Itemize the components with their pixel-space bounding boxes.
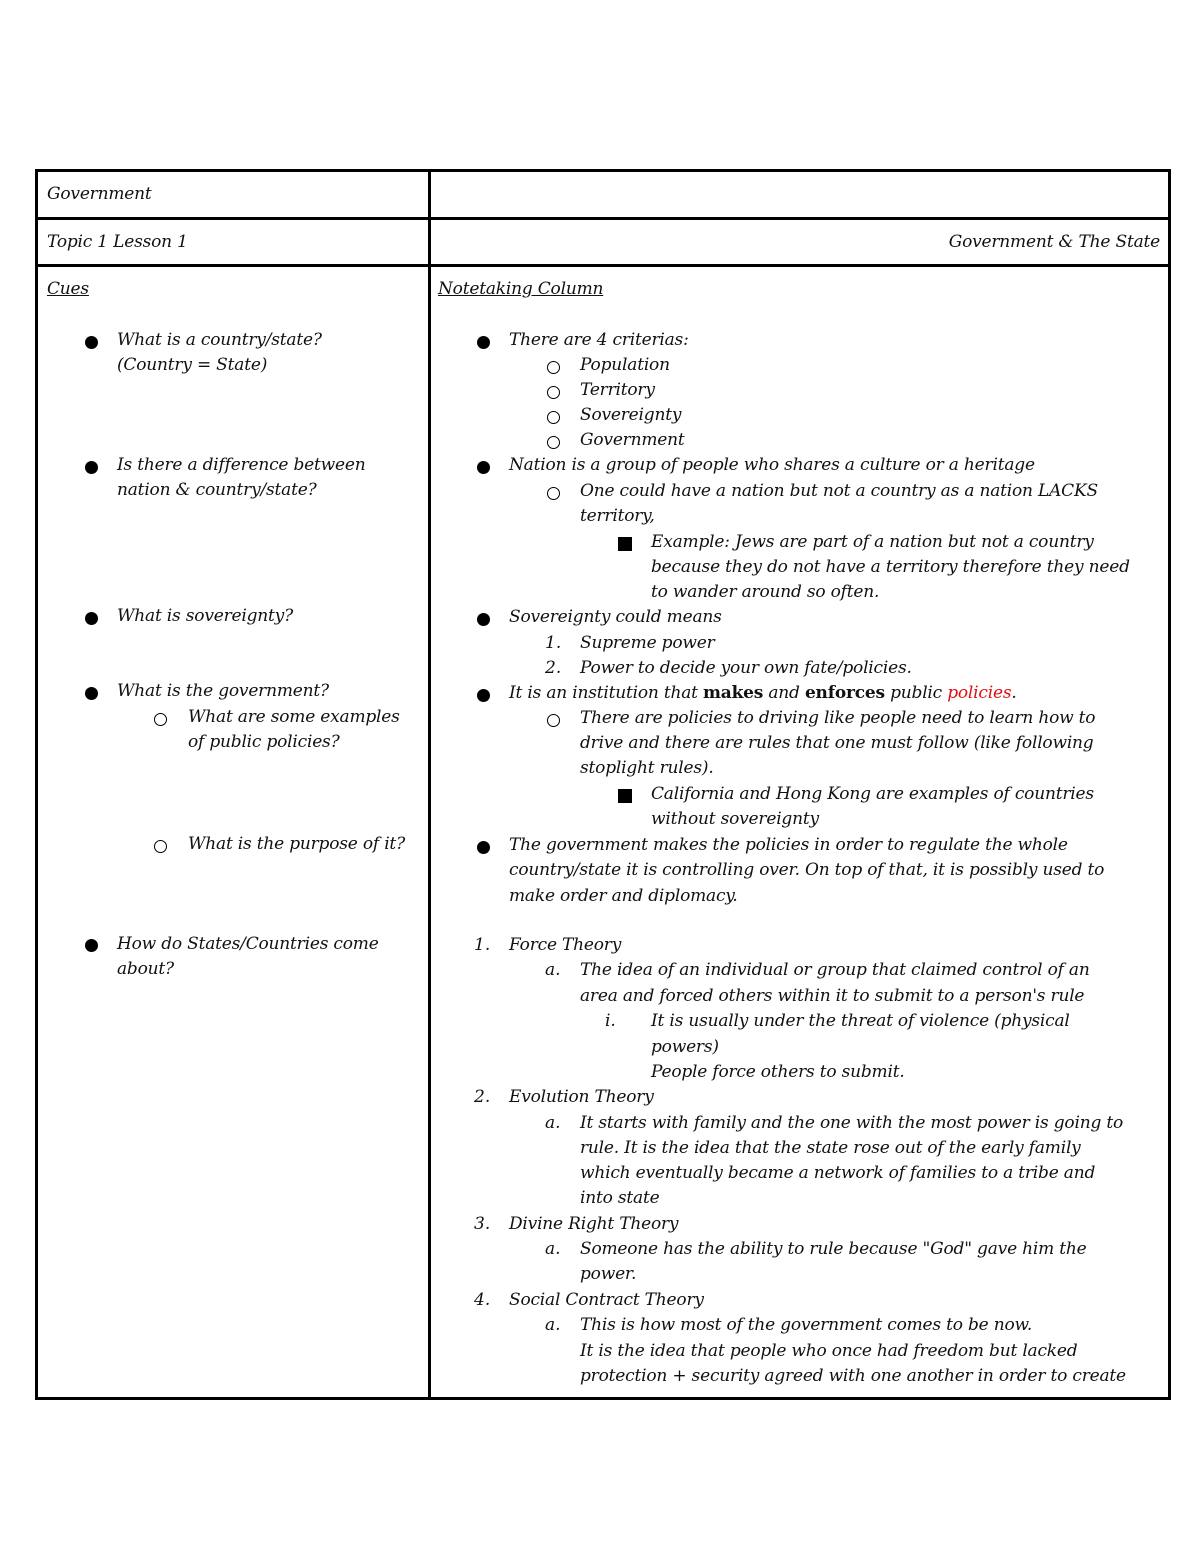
note-text: It is the idea that people who once had freedom but lacked [580,1341,1078,1361]
bullet-hollow-icon [547,487,560,500]
note-text: territory, [580,506,655,526]
note-text: Sovereignty [580,405,682,425]
note-text: make order and diplomacy. [509,886,738,906]
notes-heading: Notetaking Column [438,279,604,299]
bullet-filled-icon [477,336,490,349]
note-text: area and forced others within it to submit to a person's rule [580,986,1085,1006]
note-text: Supreme power [580,633,715,653]
bold-text: enforces [804,683,885,703]
note-text: There are 4 criterias: [509,330,689,350]
course-title: Government [47,184,152,204]
theory-title: Divine Right Theory [509,1214,679,1234]
text-run: . [1011,683,1017,703]
cue-text: What is a country/state? [117,330,322,350]
bullet-filled-icon [85,461,98,474]
note-text: to wander around so often. [651,582,880,602]
bullet-square-icon [618,537,632,551]
note-text: It is usually under the threat of violence (physical [651,1011,1070,1031]
list-number: 3. [474,1214,491,1234]
bullet-filled-icon [477,461,490,474]
list-number: 1. [545,633,562,653]
cues-heading: Cues [47,279,89,299]
cue-text: about? [117,959,174,979]
text-run: public [884,683,948,703]
theory-title: Social Contract Theory [509,1290,704,1310]
bullet-filled-icon [85,612,98,625]
text-run: and [763,683,805,703]
bullet-square-icon [618,789,632,803]
bullet-filled-icon [477,841,490,854]
cue-text: What is the government? [117,681,329,701]
note-text: because they do not have a territory therefore they need [651,557,1130,577]
note-text: Example: Jews are part of a nation but not a country [651,532,1094,552]
note-text: Population [580,355,670,375]
cue-text: Is there a difference between [117,455,366,475]
list-number: 2. [474,1087,491,1107]
list-number: 4. [474,1290,491,1310]
note-text: which eventually became a network of families to a tribe and [580,1163,1096,1183]
row-divider [38,217,1168,220]
note-text: Someone has the ability to rule because "God" gave him the [580,1239,1087,1259]
list-roman: i. [605,1011,616,1031]
list-letter: a. [545,1315,561,1335]
list-letter: a. [545,1239,561,1259]
bullet-hollow-icon [154,840,167,853]
note-text: California and Hong Kong are examples of countries [651,784,1094,804]
note-text: Sovereignty could means [509,607,722,627]
bullet-hollow-icon [547,436,560,449]
bold-text: makes [702,683,764,703]
row-divider [38,264,1168,267]
note-text: The idea of an individual or group that claimed control of an [580,960,1090,980]
note-text: rule. It is the idea that the state rose out of the early family [580,1138,1081,1158]
note-text: Power to decide your own fate/policies. [580,658,912,678]
note-text: without sovereignty [651,809,819,829]
cue-text: of public policies? [188,732,340,752]
bullet-filled-icon [477,613,490,626]
list-number: 1. [474,935,491,955]
note-text-government-definition [509,681,1017,706]
cue-text: (Country = State) [117,355,268,375]
cue-text: What is sovereignty? [117,606,293,626]
cue-text: nation & country/state? [117,480,317,500]
note-text: There are policies to driving like people need to learn how to [580,708,1096,728]
note-text: Nation is a group of people who shares a culture or a heritage [509,455,1035,475]
bullet-hollow-icon [547,386,560,399]
note-text: This is how most of the government comes to be now. [580,1315,1033,1335]
bullet-hollow-icon [154,713,167,726]
bullet-filled-icon [85,939,98,952]
column-divider [428,172,431,1397]
bullet-hollow-icon [547,714,560,727]
bullet-filled-icon [85,336,98,349]
bullet-hollow-icon [547,361,560,374]
theory-title: Force Theory [509,935,622,955]
note-text: powers) [651,1037,719,1057]
text-run: It is an institution that [509,683,703,703]
cue-text: What is the purpose of it? [188,834,405,854]
note-text: drive and there are rules that one must follow (like following [580,733,1094,753]
note-text: stoplight rules). [580,758,714,778]
note-text: The government makes the policies in order to regulate the whole [509,835,1068,855]
theory-title: Evolution Theory [509,1087,654,1107]
note-text: Government [580,430,685,450]
note-text: It starts with family and the one with the most power is going to [580,1113,1124,1133]
list-number: 2. [545,658,562,678]
bullet-hollow-icon [547,411,560,424]
topic-label: Topic 1 Lesson 1 [47,232,188,252]
note-text: power. [580,1264,637,1284]
note-text: protection + security agreed with one another in order to create [580,1366,1126,1386]
cue-text: How do States/Countries come [117,934,379,954]
note-text: One could have a nation but not a country as a nation LACKS [580,481,1098,501]
list-letter: a. [545,1113,561,1133]
note-text: country/state it is controlling over. On top of that, it is possibly used to [509,860,1105,880]
note-text: into state [580,1188,660,1208]
list-letter: a. [545,960,561,980]
lesson-title: Government & The State [948,232,1160,252]
bullet-filled-icon [477,689,490,702]
bullet-filled-icon [85,687,98,700]
cue-text: What are some examples [188,707,400,727]
highlighted-text: policies [947,683,1012,703]
note-text: Territory [580,380,655,400]
note-text: People force others to submit. [651,1062,905,1082]
